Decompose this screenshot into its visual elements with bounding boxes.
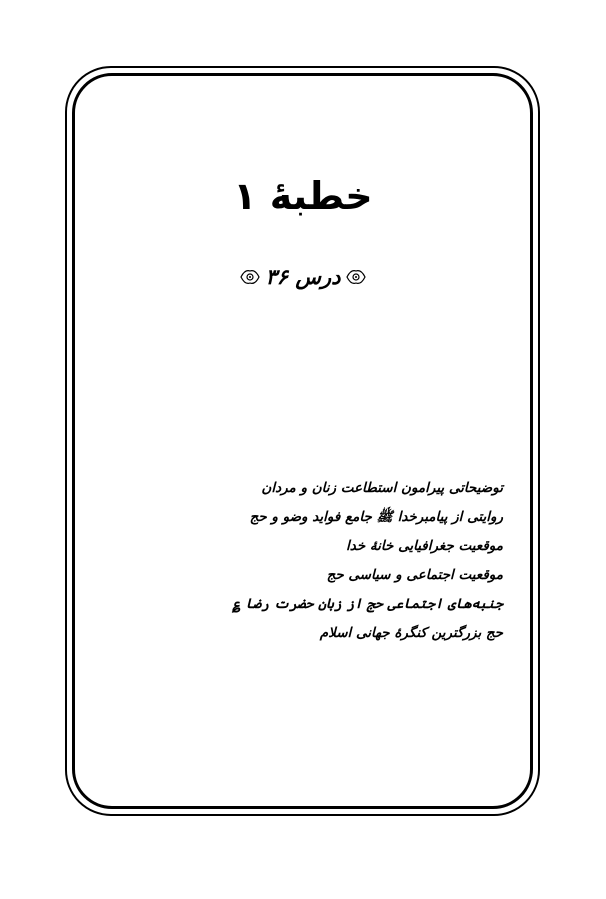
lesson-heading bbox=[0, 262, 606, 292]
topic-item: موقعیت جغرافیایی خانۀ خدا bbox=[346, 538, 503, 554]
ornament-left-icon bbox=[239, 266, 261, 288]
topic-item: روایتی از پیامبرخدا ﷺ جامع فواید وضو و حج bbox=[249, 509, 503, 525]
topic-item: موقعیت اجتماعی و سیاسی حج bbox=[326, 567, 503, 583]
sermon-title: خطبۀ ۱ bbox=[233, 174, 373, 218]
ornament-right-icon bbox=[345, 266, 367, 288]
topic-item: توضیحاتی پیرامون استطاعت زنان و مردان bbox=[261, 480, 503, 496]
topics-list bbox=[173, 474, 503, 648]
lesson-number: درس ۳۶ bbox=[265, 265, 341, 289]
topic-item: جنبه‌های اجتماعی حج از زبان حضرت رضا ؏ bbox=[232, 596, 503, 612]
topic-item: حج بزرگترین کنگرۀ جهانی اسلام bbox=[319, 625, 503, 641]
